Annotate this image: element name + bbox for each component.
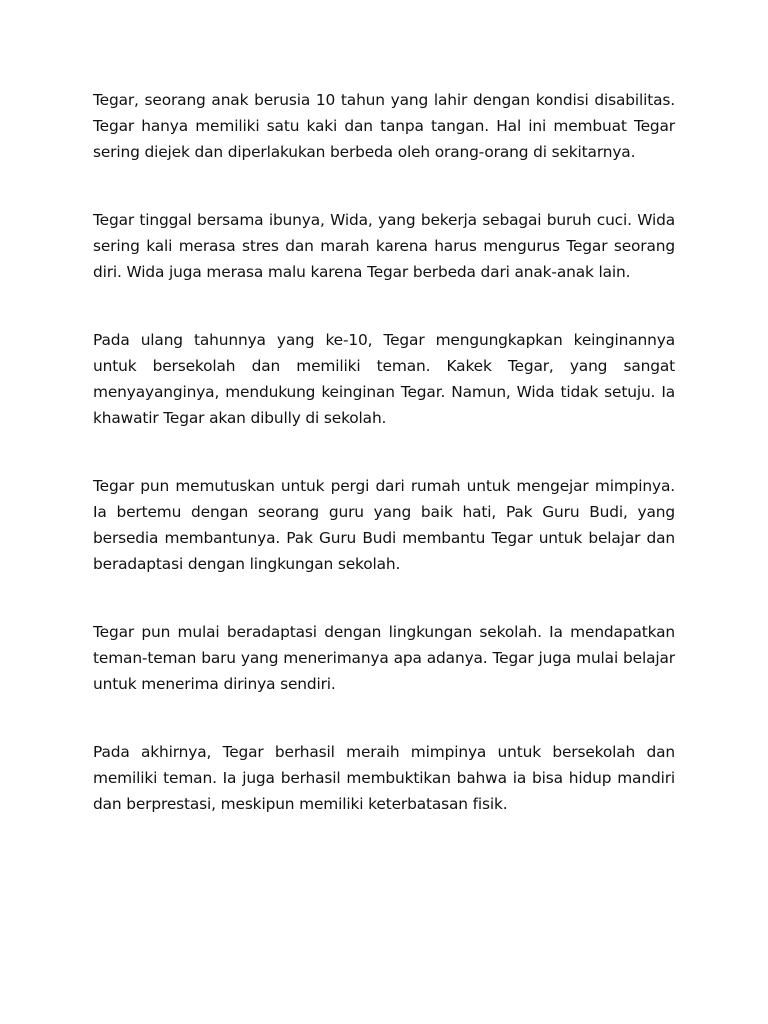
paragraph-2: Tegar tinggal bersama ibunya, Wida, yang bekerja sebagai buruh cuci. Wida sering kali merasa stres dan marah karena harus mengurus Tegar seorang diri. Wida juga merasa malu karena Tegar berbeda dari anak-anak lain. xyxy=(93,211,675,281)
paragraph-1: Tegar, seorang anak berusia 10 tahun yang lahir dengan kondisi disabilitas. Tegar hanya memiliki satu kaki dan tanpa tangan. Hal ini membuat Tegar sering diejek dan diperlakukan berbeda oleh orang-orang di sekitarnya. xyxy=(93,91,675,161)
paragraph-3: Pada ulang tahunnya yang ke-10, Tegar mengungkapkan keinginannya untuk bersekolah dan memiliki teman. Kakek Tegar, yang sangat menyayanginya, mendukung keinginan Tegar. Namun, Wida tidak setuju. Ia khawatir Tegar akan dibully di sekolah. xyxy=(93,331,675,427)
paragraph-6: Pada akhirnya, Tegar berhasil meraih mimpinya untuk bersekolah dan memiliki teman. Ia juga berhasil membuktikan bahwa ia bisa hidup mandiri dan berprestasi, meskipun memiliki keterbatasan fisik. xyxy=(93,743,675,813)
paragraph-5: Tegar pun mulai beradaptasi dengan lingkungan sekolah. Ia mendapatkan teman-teman baru yang menerimanya apa adanya. Tegar juga mulai belajar untuk menerima dirinya sendiri. xyxy=(93,623,675,693)
document-body xyxy=(93,87,675,817)
paragraph-4: Tegar pun memutuskan untuk pergi dari rumah untuk mengejar mimpinya. Ia bertemu dengan seorang guru yang baik hati, Pak Guru Budi, yang bersedia membantunya. Pak Guru Budi membantu Tegar untuk belajar dan beradaptasi dengan lingkungan sekolah. xyxy=(93,477,675,573)
